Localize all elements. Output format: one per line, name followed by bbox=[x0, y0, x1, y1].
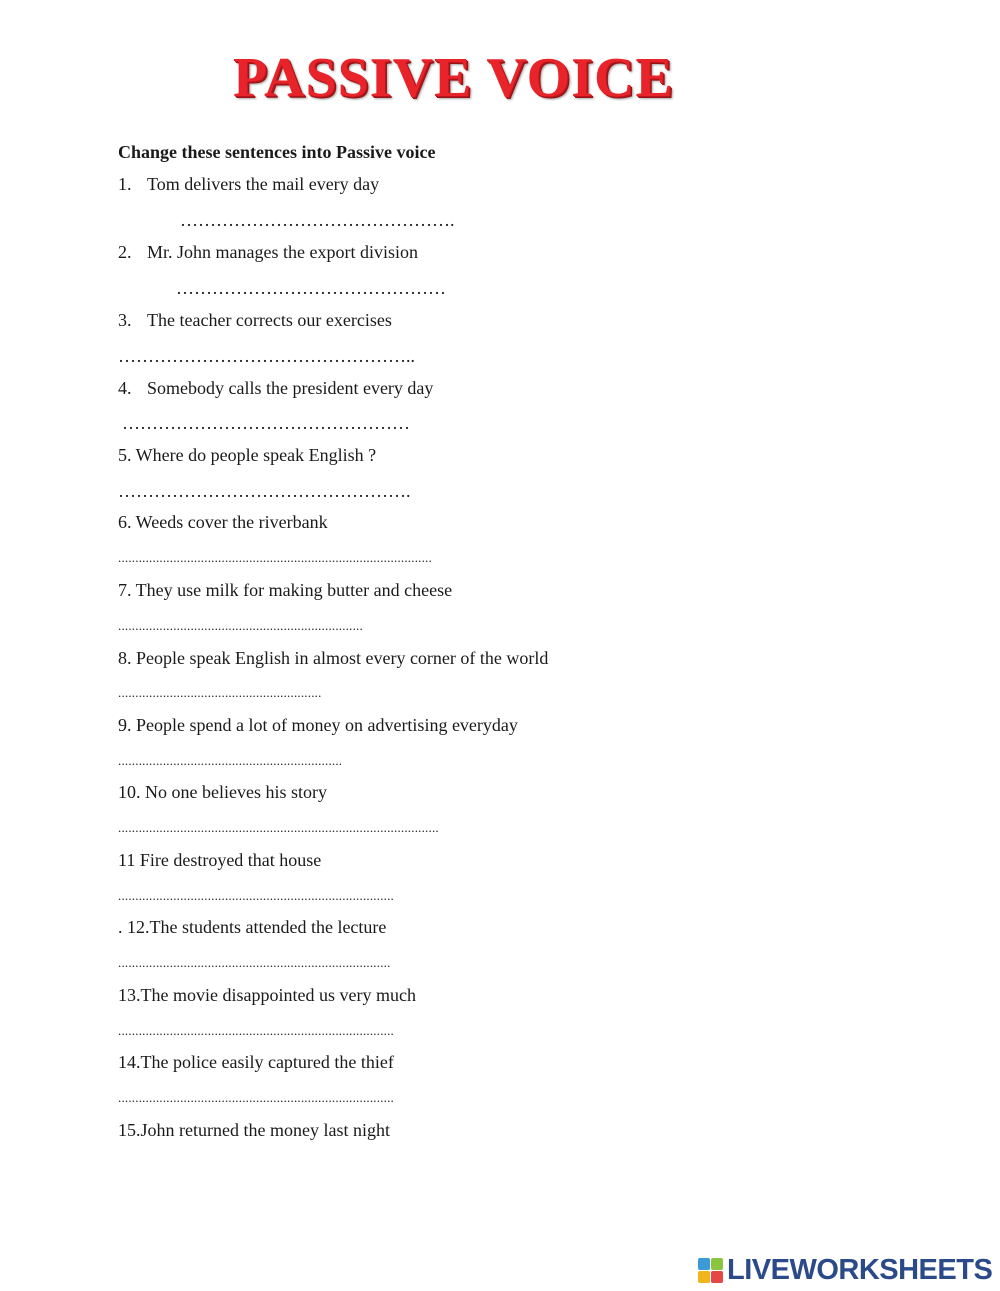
question-11: 11 Fire destroyed that house bbox=[118, 850, 322, 870]
answer-blank-8[interactable]: ........................................................... bbox=[118, 685, 322, 700]
answer-blank-12[interactable]: ............................................................................... bbox=[118, 955, 391, 970]
answer-blank-1[interactable]: ………………………………………. bbox=[180, 210, 455, 230]
question-text: The teacher corrects our exercises bbox=[147, 310, 392, 330]
answer-blank-10[interactable]: ............................................................................................. bbox=[118, 820, 439, 835]
question-1 bbox=[118, 172, 379, 196]
question-2 bbox=[118, 240, 418, 264]
logo-square-v bbox=[698, 1271, 710, 1283]
question-5: 5. Where do people speak English ? bbox=[118, 445, 377, 465]
brand-name: LIVEWORKSHEETS bbox=[727, 1254, 993, 1286]
logo-square-i bbox=[711, 1258, 723, 1270]
question-7: 7. They use milk for making butter and cheese bbox=[118, 580, 453, 600]
answer-blank-3[interactable]: ………………………………………….. bbox=[118, 346, 415, 366]
question-text: Somebody calls the president every day bbox=[147, 378, 434, 398]
question-8: 8. People speak English in almost every corner of the world bbox=[118, 648, 549, 668]
logo-square-e bbox=[711, 1271, 723, 1283]
answer-blank-11[interactable]: ................................................................................ bbox=[118, 888, 394, 903]
question-number: 4. bbox=[118, 378, 132, 398]
answer-blank-4[interactable]: ………………………………………… bbox=[122, 413, 410, 433]
question-10: 10. No one believes his story bbox=[118, 782, 327, 802]
question-number: 2. bbox=[118, 242, 132, 262]
liveworksheets-brand[interactable] bbox=[698, 1254, 992, 1286]
question-9: 9. People spend a lot of money on advertising everyday bbox=[118, 715, 518, 735]
question-text: Tom delivers the mail every day bbox=[147, 174, 380, 194]
question-6: 6. Weeds cover the riverbank bbox=[118, 512, 328, 532]
question-number: 1. bbox=[118, 174, 132, 194]
page-title: PASSIVE VOICE bbox=[233, 47, 674, 109]
question-15: 15.John returned the money last night bbox=[118, 1120, 390, 1140]
answer-blank-2[interactable]: ……………………………………… bbox=[176, 278, 446, 298]
logo-square-l bbox=[698, 1258, 710, 1270]
answer-blank-6[interactable]: ........................................................................................... bbox=[118, 550, 432, 565]
answer-blank-13[interactable]: ................................................................................ bbox=[118, 1023, 394, 1038]
answer-blank-7[interactable]: ....................................................................... bbox=[118, 618, 363, 633]
answer-blank-5[interactable]: …………………………………………. bbox=[118, 481, 411, 501]
liveworksheets-logo-icon bbox=[698, 1258, 723, 1283]
question-4 bbox=[118, 376, 433, 400]
question-text: Mr. John manages the export division bbox=[147, 242, 418, 262]
question-14: 14.The police easily captured the thief bbox=[118, 1052, 394, 1072]
answer-blank-9[interactable]: ................................................................. bbox=[118, 753, 343, 768]
question-12: . 12.The students attended the lecture bbox=[118, 917, 387, 937]
answer-blank-14[interactable]: ................................................................................ bbox=[118, 1090, 394, 1105]
question-number: 3. bbox=[118, 310, 132, 330]
question-13: 13.The movie disappointed us very much bbox=[118, 985, 416, 1005]
question-3 bbox=[118, 308, 392, 332]
instruction: Change these sentences into Passive voice bbox=[118, 142, 436, 162]
